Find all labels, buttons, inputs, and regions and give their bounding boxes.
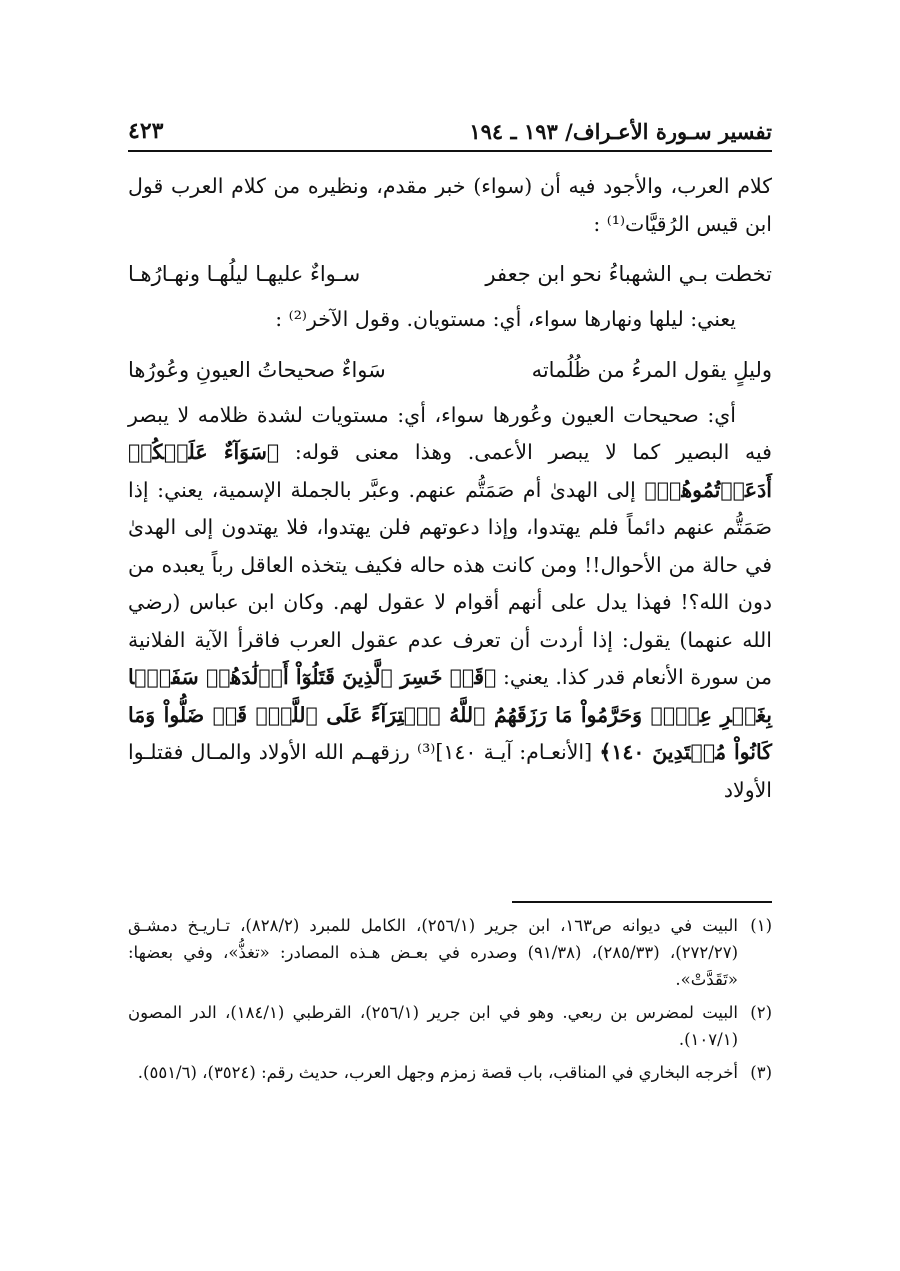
footnote-rule (512, 901, 772, 903)
verse-1-second-hemistich: سـواءٌ عليهـا ليلُهـا ونهـارُهـا (128, 262, 361, 286)
paragraph-3-part-c: [الأنعـام: آيـة ١٤٠]⁽³⁾ رزقهـم الله الأولاد والمـال فقتلـوا الأولاد (128, 740, 772, 802)
footnote-text: البيت في ديوانه ص١٦٣، ابن جرير (٢٥٦/١)، الكامل للمبرد (٨٢٨/٢)، تـاريـخ دمشـق (٢٧٢/٢٧)، (٢٨٥/٣٣)، (٩١/٣٨) وصدره في بعـض هـذه المصادر: «تغذُّ»، وفي بعضها: «تَقَدَّتْ». (128, 916, 738, 989)
verse-1-first-hemistich: تخطت بـي الشهباءُ نحو ابن جعفر (485, 262, 772, 286)
footnote-number: (١) (750, 916, 772, 935)
page-number: ٤٢٣ (128, 118, 164, 144)
verse-2-second-hemistich: سَواءٌ صحيحاتُ العيونِ وعُورُها (128, 357, 386, 382)
quran-quote-2: ﴿قَدۡ خَسِرَ ٱلَّذِينَ قَتَلُوٓاْ أَوۡلَٰدَهُمۡ سَفَهَۢا بِغَيۡرِ عِلۡمٖ وَحَرَّمُواْ مَا رَزَقَهُمُ ٱللَّهُ ٱفۡتِرَآءً عَلَى ٱللَّهِۚ قَدۡ ضَلُّواْ وَمَا كَانُواْ مُهۡتَدِينَ ١٤٠﴾ (128, 665, 772, 764)
footnote-2 (128, 999, 772, 1053)
paragraph-1: كلام العرب، والأجود فيه أن (سواء) خبر مقدم، ونظيره من كلام العرب قول ابن قيس الرُقيَّات⁽¹⁾ : (128, 174, 772, 236)
main-text (128, 168, 772, 809)
paragraph-3 (128, 397, 772, 810)
paragraph-3-part-a: أي: صحيحات العيون وعُورها سواء، أي: مستويات لشدة ظلامه لا يبصر فيه البصير كما لا يبصر الأعمى. وهذا معنى قوله: (128, 402, 772, 464)
poetry-verse-1 (128, 255, 772, 293)
header-rule (128, 150, 772, 152)
footnote-text: البيت لمضرس بن ربعي. وهو في ابن جرير (٢٥٦/١)، القرطبي (١٨٤/١)، الدر المصون (١٠٧/١). (128, 1003, 738, 1049)
poetry-verse-2 (128, 351, 772, 389)
paragraph-3-part-b: إلى الهدىٰ أم صَمَتُّم عنهم. وعبَّر بالجملة الإسمية، يعني: إذا صَمَتُّم عنهم دائماً فلم يهتدوا، وإذا دعوتهم فلن يهتدوا، فلا يهتدون إلى الهدىٰ في حالة من الأحوال!! ومن كانت هذه حاله فكيف يتخذه العاقل رباً يعبده من دون الله؟! فهذا يدل على أنهم أقوام لا عقول لهم. وكان ابن عباس (رضي الله عنهما) يقول: إذا أردت أن تعرف عدم عقول العرب فاقرأ الآية الفلانية من سورة الأنعام قدر كذا. يعني: (128, 477, 772, 689)
footnote-text: أخرجه البخاري في المناقب، باب قصة زمزم وجهل العرب، حديث رقم: (٣٥٢٤)، (٥٥١/٦). (137, 1063, 738, 1082)
footnote-1 (128, 912, 772, 993)
running-title: تفسير سـورة الأعـراف/ ١٩٣ ـ ١٩٤ (469, 119, 772, 144)
footnote-number: (٢) (750, 1003, 772, 1022)
verse-2-first-hemistich: وليلٍ يقول المرءُ من ظُلُماته (531, 357, 772, 382)
page-header (128, 110, 772, 144)
paragraph-2: يعني: ليلها ونهارها سواء، أي: مستويان. وقول الآخر⁽²⁾ : (275, 307, 736, 331)
footnote-3 (128, 1059, 772, 1086)
footnote-number: (٣) (750, 1063, 772, 1082)
quran-quote-1: ﴿سَوَآءٌ عَلَيۡكُمۡ أَدَعَوۡتُمُوهُمۡ﴾ (128, 440, 772, 502)
footnotes (128, 912, 772, 1092)
